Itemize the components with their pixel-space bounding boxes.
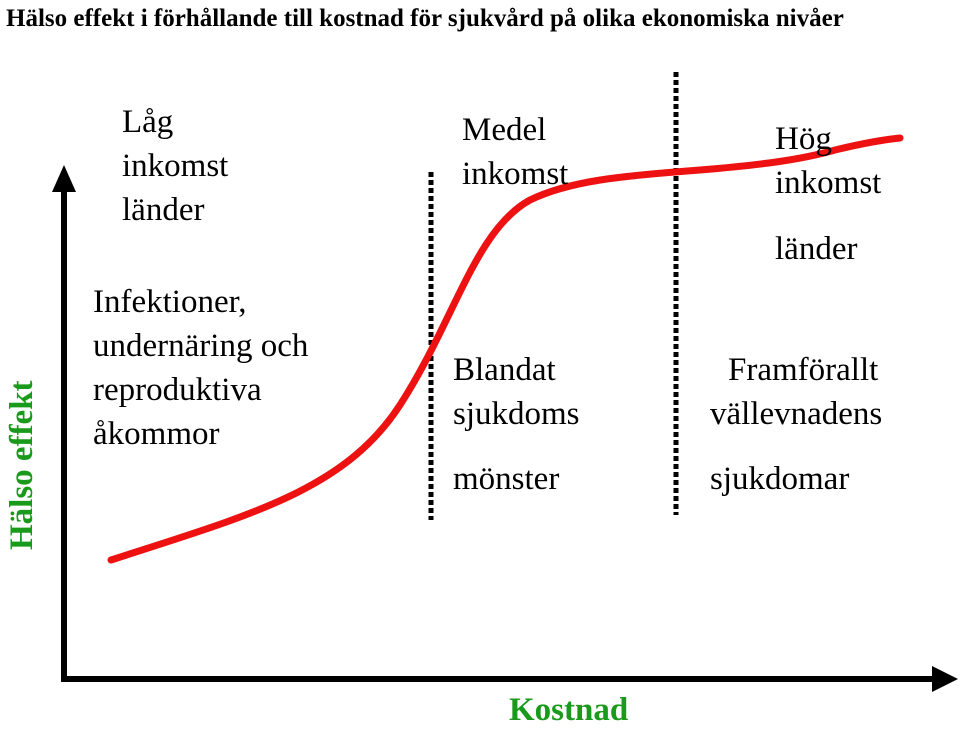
- high-heading-line-2: inkomst: [775, 165, 882, 201]
- middle-heading-line-1: Medel: [462, 112, 547, 148]
- high-heading-line-3: länder: [775, 231, 858, 267]
- high-description-line-2: vällevnadens: [710, 396, 883, 432]
- x-axis-label: Kostnad: [509, 692, 629, 728]
- low-description-line-1: Infektioner,: [93, 284, 247, 320]
- high-heading-line-1: Hög: [775, 121, 832, 157]
- high-description-line-3: sjukdomar: [710, 461, 850, 497]
- low-heading-line-2: inkomst: [122, 148, 229, 184]
- middle-description-line-1: Blandat: [453, 352, 556, 388]
- low-description-line-4: åkommor: [93, 416, 220, 452]
- low-description-line-3: reproduktiva: [93, 372, 262, 408]
- middle-description-line-3: mönster: [453, 461, 560, 497]
- low-heading-line-3: länder: [122, 192, 205, 228]
- low-heading-line-1: Låg: [122, 104, 174, 140]
- page-title: Hälso effekt i förhållande till kostnad för sjukvård på olika ekonomiska nivåer: [6, 5, 844, 32]
- high-description-line-1: Framförallt: [728, 352, 879, 388]
- x-axis-arrow-icon: [932, 666, 958, 692]
- y-axis-arrow-icon: [52, 165, 76, 192]
- middle-description-line-2: sjukdoms: [453, 396, 580, 432]
- middle-heading-line-2: inkomst: [462, 156, 569, 192]
- y-axis-label: Hälso effekt: [4, 380, 40, 550]
- low-description-line-2: undernäring och: [93, 328, 309, 364]
